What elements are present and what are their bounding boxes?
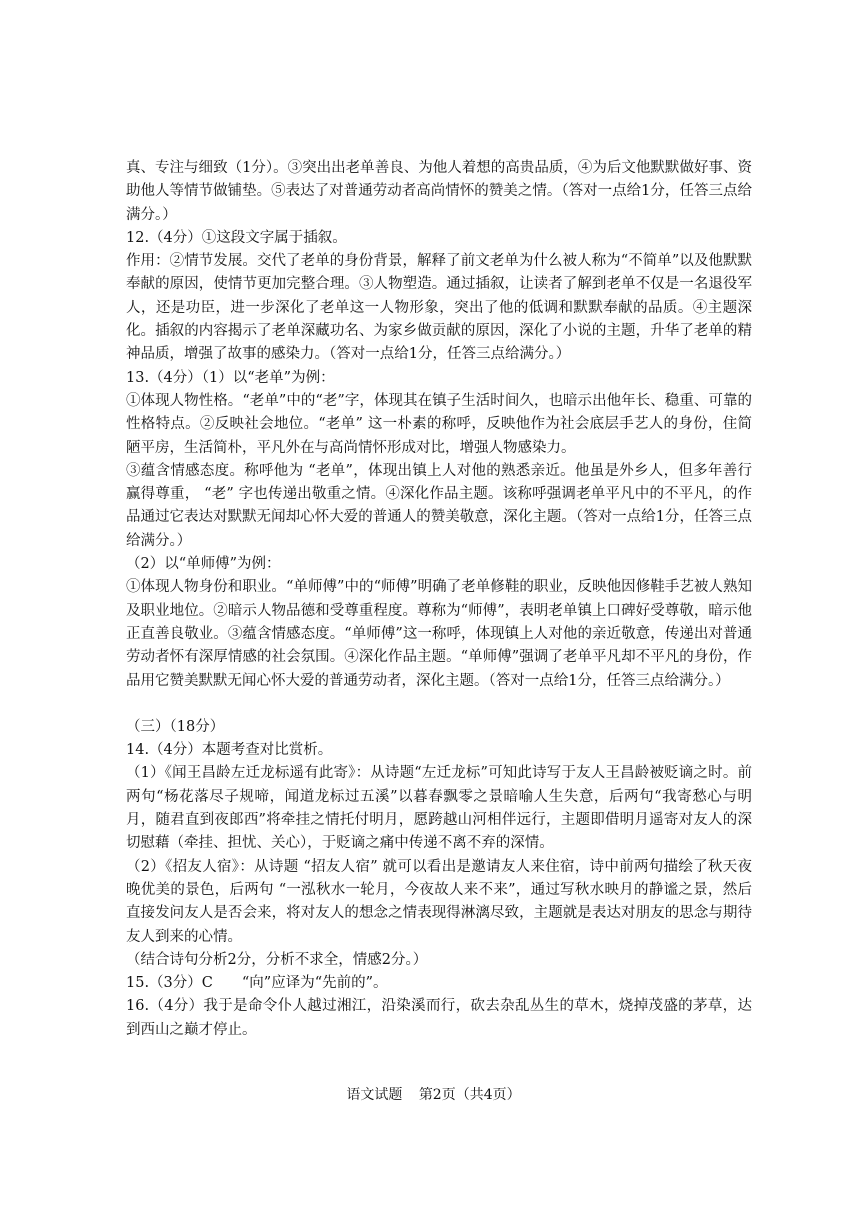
section-gap xyxy=(126,693,752,716)
text-line: ①体现人物身份和职业。“单师傅”中的“师傅”明确了老单修鞋的职业，反映他因修鞋手艺被人熟知及职业地位。②暗示人物品德和受尊重程度。尊称为“师傅”，表明老单镇上口碑好受尊敬，暗示他正直善良敬业。③蕴含情感态度。“单师傅”这一称呼，体现镇上人对他的亲近敬意，传递出对普通劳动者怀有深厚情感的社会氛围。④深化作品主题。“单师傅”强调了老单平凡却不平凡的身份，作品用它赞美默默无闻心怀大爱的普通劳动者，深化主题。（答对一点给1分，任答三点给满分。） xyxy=(126,579,752,689)
text-line: 12.（4分）①这段文字属于插叙。 xyxy=(126,229,347,246)
text-line: （1）《闻王昌龄左迁龙标遥有此寄》：从诗题“左迁龙标”可知此诗写于友人王昌龄被贬谪之时。前两句“杨花落尽子规啼，闻道龙标过五溪”以暮春飘零之景暗喻人生失意，后两句“我寄愁心与明月，随君直到夜郎西”将牵挂之情托付明月，愿跨越山河相伴远行，主题即借明月遥寄对友人的深切慰藉（牵挂、担忧、关心），于贬谪之痛中传递不离不弃的深情。 xyxy=(126,765,752,852)
text-line: （2）《招友人宿》：从诗题 “招友人宿” 就可以看出是邀请友人来住宿，诗中前两句描绘了秋天夜晚优美的景色，后两句 “一泓秋水一轮月，今夜故人来不来”，通过写秋水映月的静谧之景，然后直接发问友人是否会来，将对友人的想念之情表现得淋漓尽致，主题就是表达对朋友的思念与期待友人到来的心情。 xyxy=(126,858,752,945)
text-line: 16.（4分）我于是命令仆人越过湘江，沿染溪而行，砍去杂乱丛生的草木，烧掉茂盛的茅草，达到西山之巅才停止。 xyxy=(126,998,752,1038)
text-line: 真、专注与细致（1分）。③突出出老单善良、为他人着想的高贵品质，④为后文他默默做好事、资助他人等情节做铺垫。⑤表达了对普通劳动者高尚情怀的赞美之情。（答对一点给1分，任答三点给满分。） xyxy=(126,160,752,223)
footer-page-number: 第2页（共4页） xyxy=(418,1087,521,1103)
page-footer xyxy=(0,1084,867,1104)
answer-text xyxy=(126,157,752,1042)
text-line: （结合诗句分析2分，分析不求全，情感2分。） xyxy=(126,951,428,968)
footer-subject: 语文试题 xyxy=(346,1087,403,1103)
text-line: （2）以“单师傅”为例： xyxy=(126,556,281,573)
text-line: ③蕴含情感态度。称呼他为 “老单”，体现出镇上人对他的熟悉亲近。他虽是外乡人，但多年善行赢得尊重， “老” 字也传递出敬重之情。④深化作品主题。该称呼强调老单平凡中的不平凡，的作品通过它表达对默默无闻却心怀大爱的普通人的赞美敬意，深化主题。（答对一点给1分，任答三点给满分。） xyxy=(126,462,752,549)
section-heading: （三）（18分） xyxy=(126,718,225,735)
text-line: 13.（4分）（1）以“老单”为例： xyxy=(126,369,335,386)
text-line: 14.（4分）本题考查对比赏析。 xyxy=(126,742,333,759)
text-line: ①体现人物性格。“老单”中的“老”字，体现其在镇子生活时间久，也暗示出他年长、稳重、可靠的性格特点。②反映社会地位。“老单” 这一朴素的称呼，反映他作为社会底层手艺人的身份，住简陋平房，生活简朴，平凡外在与高尚情怀形成对比，增强人物感染力。 xyxy=(126,392,752,456)
text-line: 15.（3分）C “向”应译为“先前的”。 xyxy=(126,975,388,992)
text-line: 作用：②情节发展。交代了老单的身份背景，解释了前文老单为什么被人称为“不简单”以及他默默奉献的原因，使情节更加完整合理。③人物塑造。通过插叙，让读者了解到老单不仅是一名退役军人，还是功臣，进一步深化了老单这一人物形象，突出了他的低调和默默奉献的品质。④主题深化。插叙的内容揭示了老单深藏功名、为家乡做贡献的原因，深化了小说的主题，升华了老单的精神品质，增强了故事的感染力。（答对一点给1分，任答三点给满分。） xyxy=(126,253,752,363)
